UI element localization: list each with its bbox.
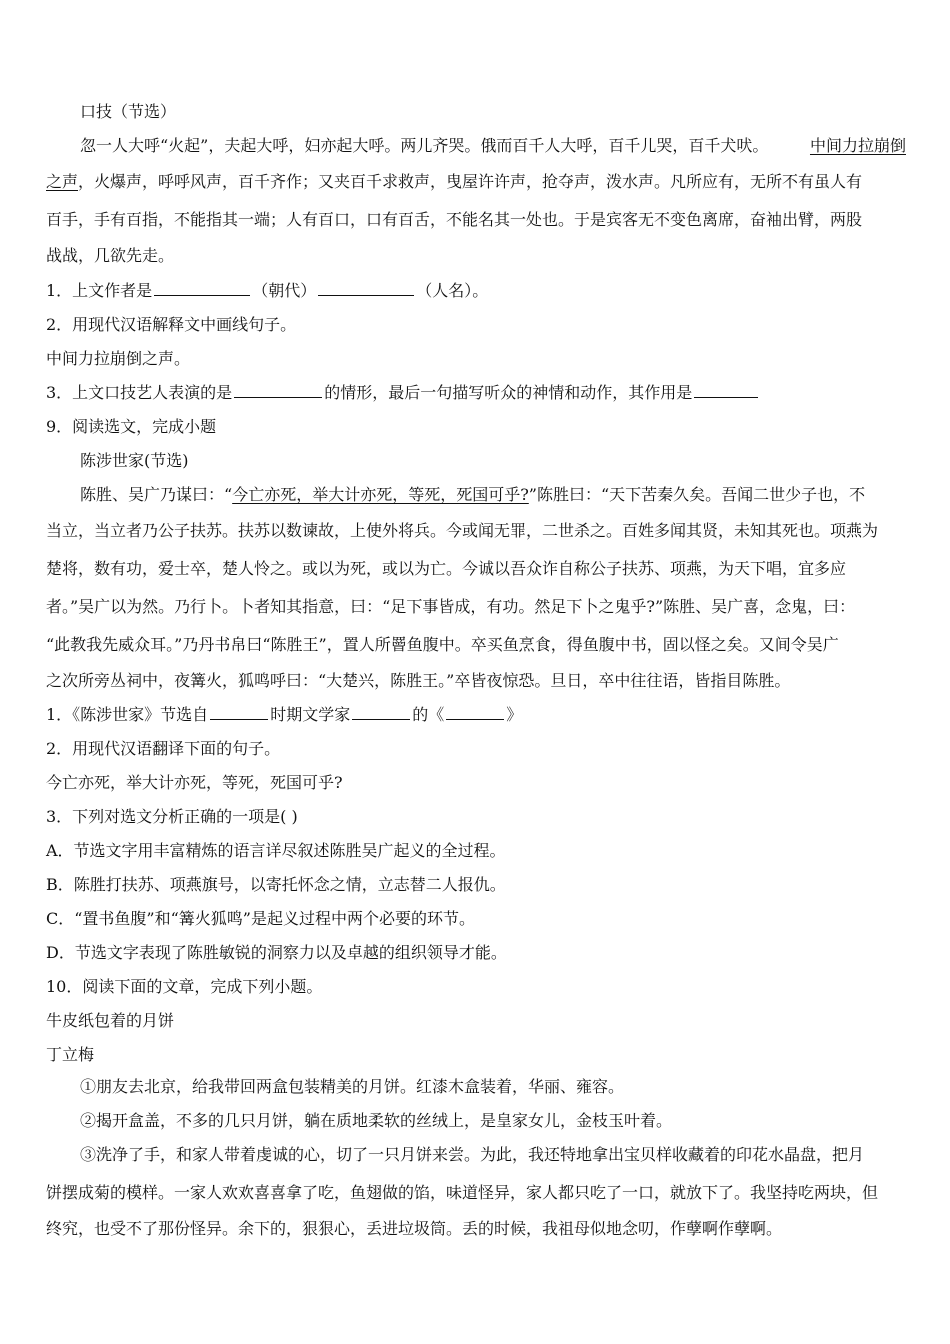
passage1-line2: 之声，火爆声，呼呼风声，百千齐作；又夹百千求救声，曳屋许许声，抢夺声，泼水声。凡所应有，无所不有虽人有 (46, 172, 863, 191)
p2-question-3: 3．下列对选文分析正确的一项是( ) (46, 807, 298, 826)
p1-question-2-sentence: 中间力拉崩倒之声。 (46, 349, 191, 368)
passage1-line4: 战战，几欲先走。 (46, 246, 175, 265)
article-paragraph-2: ②揭开盒盖，不多的几只月饼，躺在质地柔软的丝绒上，是皇家女儿，金枝玉叶着。 (80, 1111, 673, 1130)
question-9-heading: 9．阅读选文，完成小题 (46, 417, 217, 436)
p2-question-2: 2．用现代汉语翻译下面的句子。 (46, 739, 281, 758)
passage2-line2: 当立，当立者乃公子扶苏。扶苏以数谏故，上使外将兵。今或闻无罪，二世杀之。百姓多闻其贤，未知其死也。项燕为 (46, 521, 879, 540)
answer-blank[interactable] (210, 705, 268, 720)
p2-question-2-sentence: 今亡亦死，举大计亦死，等死，死国可乎? (46, 773, 343, 792)
p1-question-1: 1．上文作者是 （朝代） （人名）。 (46, 281, 489, 300)
answer-blank[interactable] (318, 281, 414, 296)
p1-question-3: 3．上文口技艺人表演的是 的情形，最后一句描写听众的神情和动作，其作用是 (46, 383, 760, 403)
article-title: 牛皮纸包着的月饼 (46, 1011, 175, 1030)
answer-blank[interactable] (694, 383, 758, 398)
article-paragraph-3-line2: 饼摆成菊的模样。一家人欢欢喜喜拿了吃，鱼翅做的馅，味道怪异，家人都只吃了一口，就放下了。我坚持吃两块，但 (46, 1183, 879, 1202)
passage2-line1: 陈胜、吴广乃谋曰：“今亡亦死，举大计亦死，等死，死国可乎?”陈胜曰：“天下苦秦久矣。吾闻二世少子也，不 (80, 485, 866, 504)
article-paragraph-3-line1: ③洗净了手，和家人带着虔诚的心，切了一只月饼来尝。为此，我还特地拿出宝贝样收藏着的印花水晶盘，把月 (80, 1145, 865, 1164)
article-paragraph-1: ①朋友去北京，给我带回两盒包装精美的月饼。红漆木盒装着，华丽、雍容。 (80, 1077, 625, 1096)
passage1-line1: 忽一人大呼“火起”，夫起大呼，妇亦起大呼。两儿齐哭。俄而百千人大呼，百千儿哭，百千犬吠。 中间力拉崩倒 (80, 136, 906, 155)
question-10-heading: 10．阅读下面的文章，完成下列小题。 (46, 977, 323, 996)
passage2-line4: 者。”吴广以为然。乃行卜。卜者知其指意，曰：“足下事皆成，有功。然足下卜之鬼乎?”陈胜、吴广喜，念鬼，曰： (46, 597, 856, 616)
option-b[interactable]: B．陈胜打扶苏、项燕旗号，以寄托怀念之情，立志替二人报仇。 (46, 875, 506, 894)
option-d[interactable]: D．节选文字表现了陈胜敏锐的洞察力以及卓越的组织领导才能。 (46, 943, 507, 962)
answer-blank[interactable] (352, 705, 410, 720)
answer-blank[interactable] (446, 705, 504, 720)
answer-blank[interactable] (234, 383, 322, 398)
passage2-line3: 楚将，数有功，爱士卒，楚人怜之。或以为死，或以为亡。今诚以吾众诈自称公子扶苏、项燕，为天下唱，宜多应 (46, 559, 847, 578)
passage1-title: 口技（节选） (80, 102, 177, 121)
passage2-line5: “此教我先威众耳。”乃丹书帛曰“陈胜王”，置人所罾鱼腹中。卒买鱼烹食，得鱼腹中书，固以怪之矣。又间令吴广 (46, 635, 839, 654)
option-c[interactable]: C．“置书鱼腹”和“篝火狐鸣”是起义过程中两个必要的环节。 (46, 909, 475, 928)
passage2-line6: 之次所旁丛祠中，夜篝火，狐鸣呼曰：“大楚兴，陈胜王。”卒皆夜惊恐。旦日，卒中往往语，皆指目陈胜。 (46, 671, 791, 690)
option-a[interactable]: A．节选文字用丰富精炼的语言详尽叙述陈胜吴广起义的全过程。 (46, 841, 506, 860)
article-author: 丁立梅 (46, 1045, 95, 1064)
underlined-sentence-end: 之声 (46, 172, 79, 191)
passage2-title: 陈涉世家(节选) (80, 451, 189, 470)
answer-blank[interactable] (154, 281, 250, 296)
p2-question-1: 1．《陈涉世家》节选自 时期文学家 的《 》 (46, 705, 523, 724)
underlined-sentence: 今亡亦死，举大计亦死，等死，死国可乎? (232, 485, 529, 504)
article-paragraph-3-line3: 终究，也受不了那份怪异。余下的，狠狠心，丢进垃圾筒。丢的时候，我祖母似地念叨，作孽啊作孽啊。 (46, 1219, 783, 1238)
underlined-sentence: 中间力拉崩倒 (809, 136, 906, 155)
passage1-line3: 百手，手有百指，不能指其一端；人有百口，口有百舌，不能名其一处也。于是宾客无不变色离席，奋袖出臂，两股 (46, 210, 863, 229)
p1-question-2: 2．用现代汉语解释文中画线句子。 (46, 315, 297, 334)
